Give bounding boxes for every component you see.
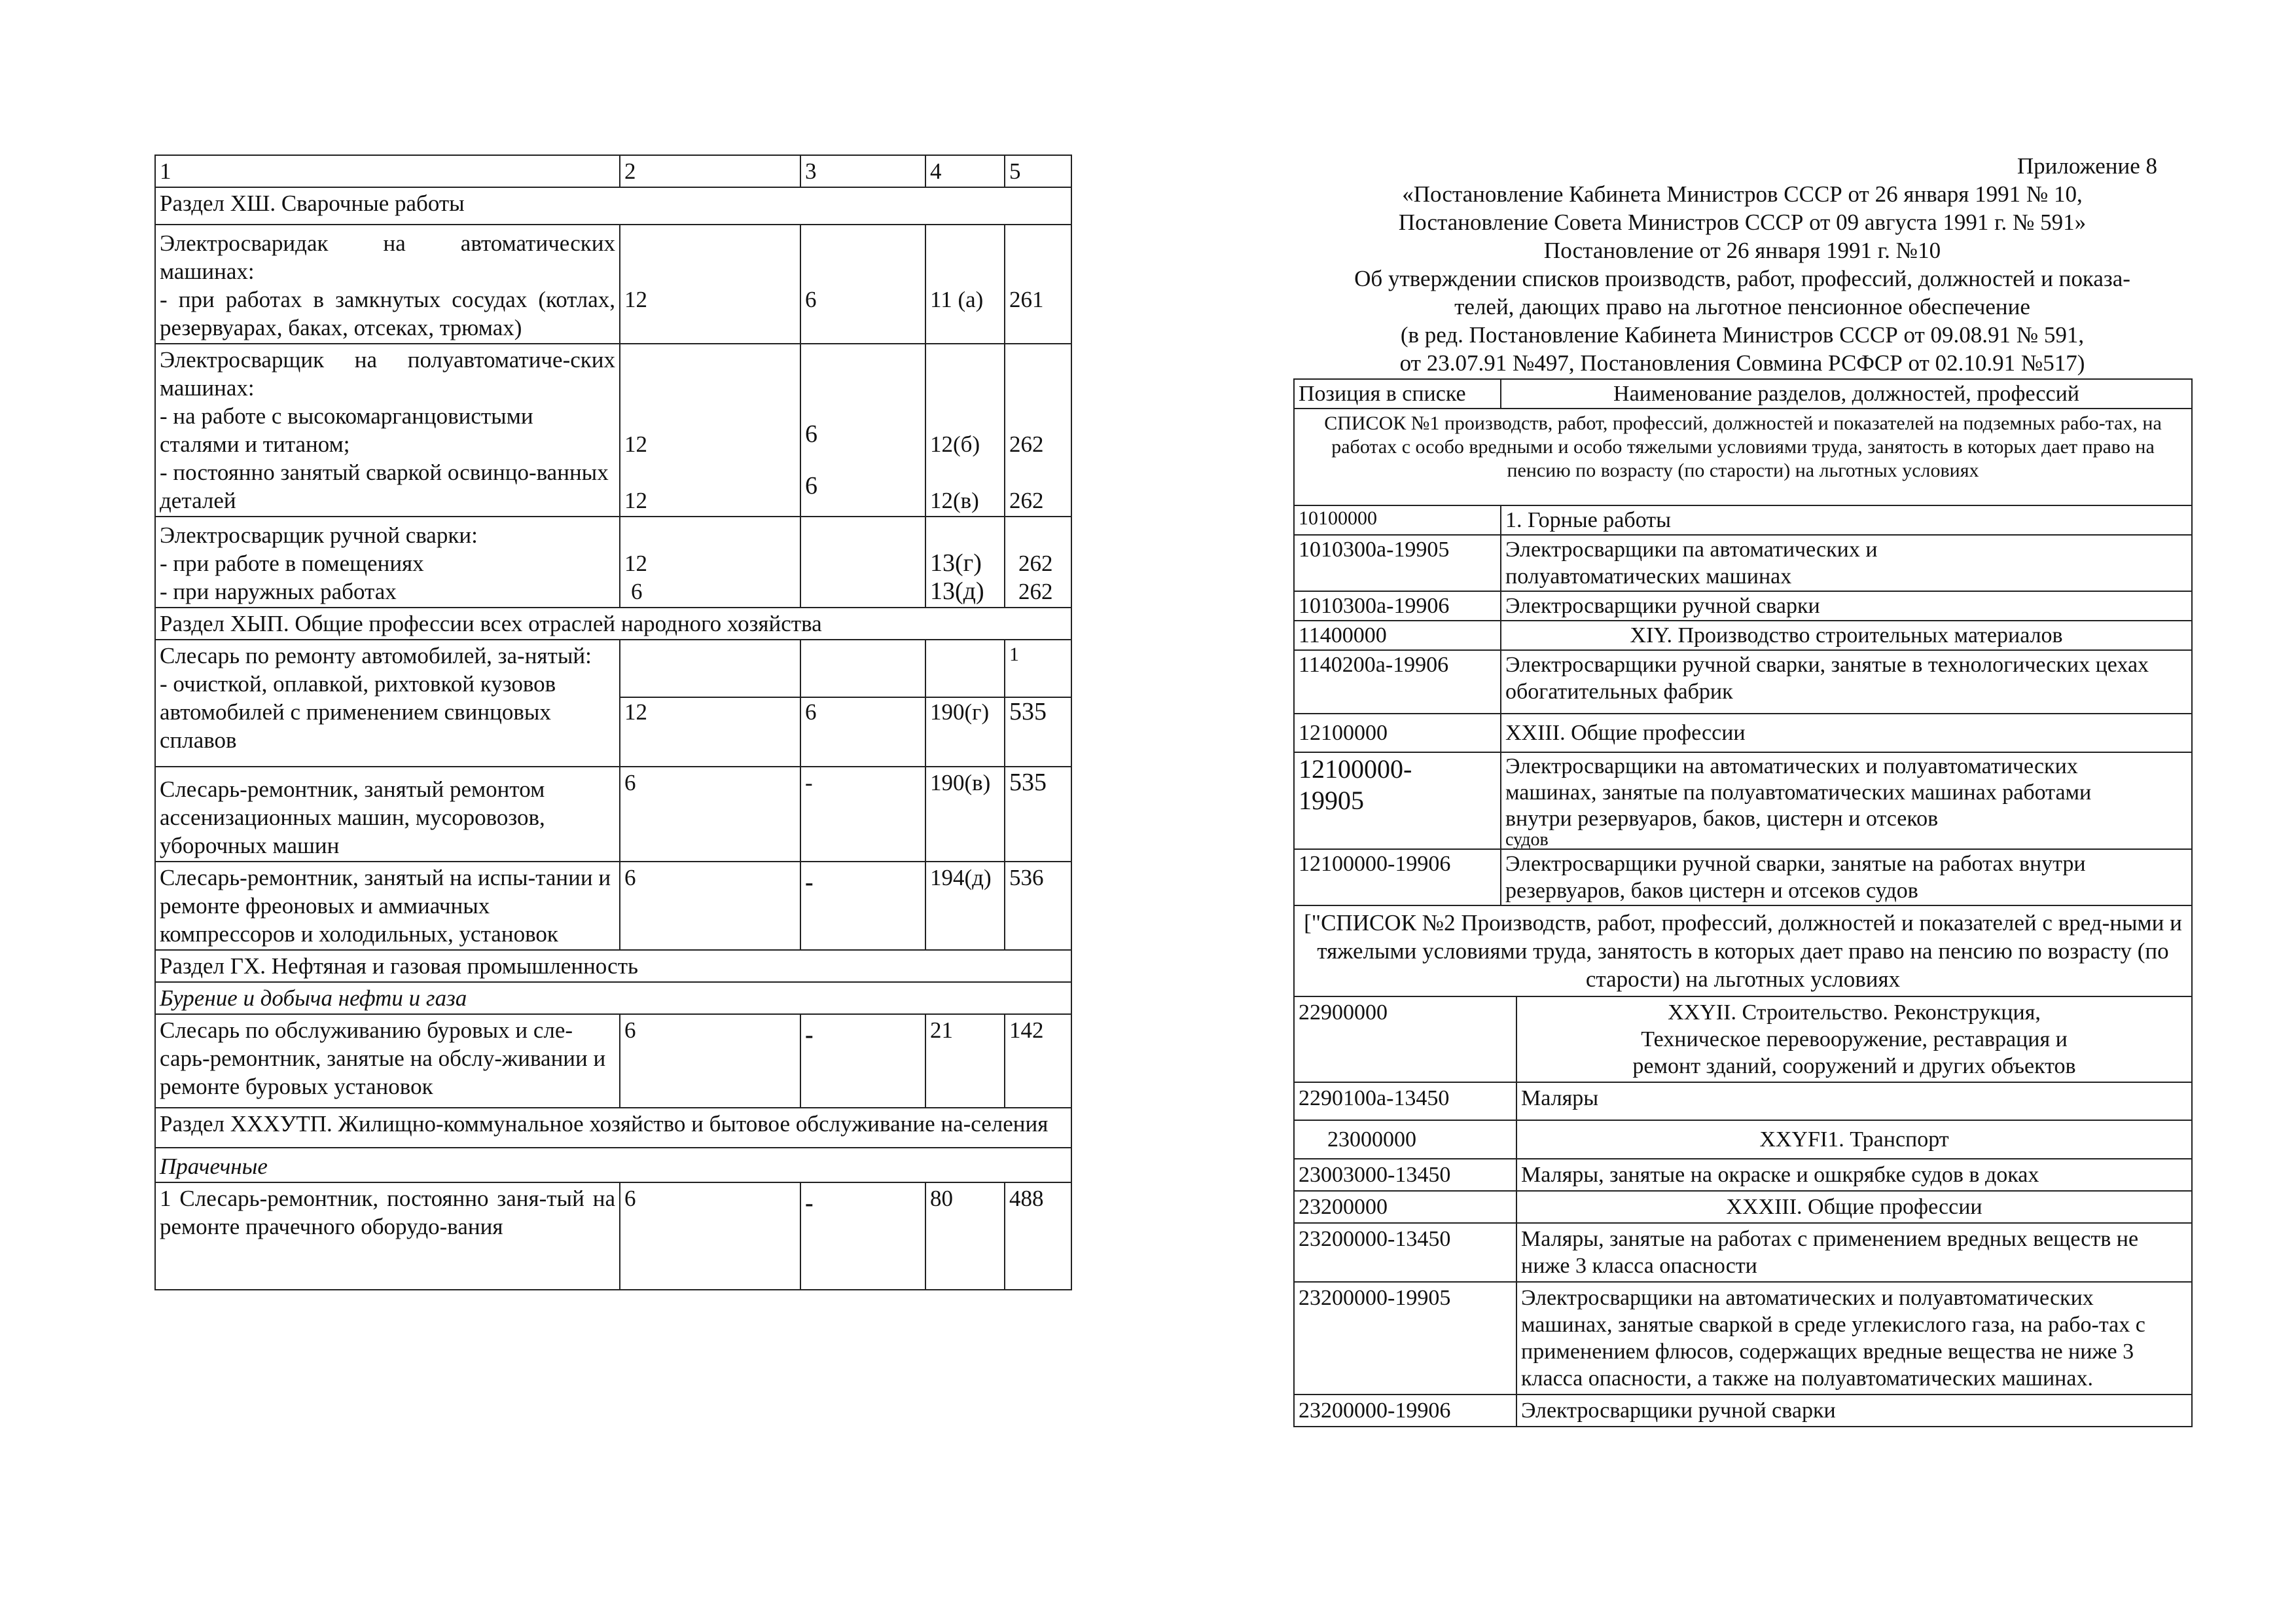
value-cell	[1005, 344, 1071, 517]
job-condition: - при наружных работах	[160, 579, 397, 604]
table-row	[1294, 1159, 2192, 1191]
position-name	[1516, 996, 2192, 1082]
value: 12	[624, 551, 647, 576]
position-name-line: ремонт зданий, сооружений и других объектов	[1632, 1054, 2076, 1078]
value-cell: 6	[620, 1014, 800, 1108]
value: 262	[1009, 488, 1044, 513]
list2-title: ["СПИСОК №2 Производств, работ, профессий, должностей и показателей с вред-ными и тяжелыми условиями труда, занятость в которых дает право на пенсию по возрасту (по старости) на льготных условиях	[1294, 905, 2192, 996]
position-code	[1294, 752, 1501, 849]
header-cell-2: 2	[620, 155, 800, 187]
table-row	[1294, 621, 2192, 650]
job-cell	[155, 225, 620, 344]
value-cell	[620, 640, 800, 767]
value: 12	[624, 488, 647, 513]
document-header	[1293, 180, 2191, 377]
section-title: Раздел ГХ. Нефтяная и газовая промышленность	[155, 950, 1071, 982]
table-row	[1294, 1082, 2192, 1120]
header-row	[155, 155, 1071, 187]
subsection-row	[155, 1148, 1071, 1182]
header-line: Постановление Совета Министров СССР от 09 августа 1991 г. № 591»	[1398, 210, 2087, 235]
value: 12	[624, 431, 647, 457]
table-row	[1294, 1223, 2192, 1282]
value-cell	[800, 1014, 925, 1108]
job-condition: - при работе в помещениях	[160, 551, 424, 576]
value: 11 (а)	[930, 287, 984, 312]
position-code: 23200000-19906	[1294, 1395, 1516, 1427]
position-name: Маляры, занятые на окраске и ошкрябке судов в доках	[1516, 1159, 2192, 1191]
position-name: 1. Горные работы	[1501, 505, 2192, 535]
value-cell: 194(д)	[925, 862, 1005, 950]
position-code: 2290100а-13450	[1294, 1082, 1516, 1120]
position-code: 23200000	[1294, 1191, 1516, 1223]
header-row	[1294, 379, 2192, 409]
value-cell: 142	[1005, 1014, 1071, 1108]
header-cell-1: 1	[155, 155, 620, 187]
value-cell: 21	[925, 1014, 1005, 1108]
table-row	[155, 1014, 1071, 1108]
value: 262	[1009, 431, 1044, 457]
table-row	[1294, 1120, 2192, 1159]
job-cell	[155, 1014, 620, 1108]
position-code-text: 23000000	[1327, 1127, 1416, 1152]
value: 13(д)	[930, 577, 984, 605]
position-code	[1294, 1120, 1516, 1159]
subsection-title: Бурение и добыча нефти и газа	[155, 982, 1071, 1014]
position-name: Электросварщики ручной сварки	[1501, 591, 2192, 621]
value: 262	[1018, 551, 1053, 576]
position-name: ХIY. Производство строительных материалов	[1501, 621, 2192, 650]
value: 12(б)	[930, 431, 980, 457]
table-row	[155, 344, 1071, 517]
left-table	[154, 155, 1072, 1290]
position-name: ХХYFI1. Транспорт	[1516, 1120, 2192, 1159]
position-code: 23003000-13450	[1294, 1159, 1516, 1191]
table-row	[1294, 1191, 2192, 1223]
job-title: Слесарь по обслуживанию буровых и сле-сарь-ремонтник, занятые на обслу-живании и ремонте буровых установок	[160, 1017, 606, 1099]
position-name	[1501, 752, 2192, 849]
position-name-line: Техническое перевооружение, реставрация и	[1641, 1027, 2068, 1051]
value-cell	[800, 225, 925, 344]
position-name-text: Электросварщики па автоматических и полуавтоматических машинах	[1505, 538, 1878, 589]
position-name-tail: судов	[1505, 830, 1549, 850]
value: 6	[805, 699, 817, 725]
value: -	[805, 869, 814, 896]
position-name: Электросварщики ручной сварки	[1516, 1395, 2192, 1427]
value: -	[805, 1021, 814, 1049]
table-row	[1294, 849, 2192, 905]
value: 12	[624, 287, 647, 312]
job-title: Электросварщик на полуавтоматиче-ских машинах:	[160, 347, 615, 401]
position-name	[1501, 535, 2192, 591]
job-condition: - на работе с высокомарганцовистыми сталями и титаном;	[160, 403, 533, 457]
position-name-text: Электросварщики на автоматических и полуавтоматических машинах, занятые па полуавтоматических машинах работами внутри резервуаров, баков, цистерн и отсеков	[1505, 754, 2092, 831]
job-title: Электросваридак на автоматических машинах:	[160, 230, 615, 284]
value: 12	[624, 699, 647, 725]
job-title: Электросварщик ручной сварки:	[160, 522, 478, 548]
job-cell	[155, 1182, 620, 1290]
value-cell	[620, 344, 800, 517]
job-title: Слесарь по ремонту автомобилей, за-нятый:	[160, 643, 592, 668]
header-line: от 23.07.91 №497, Постановления Совмина РСФСР от 02.10.91 №517)	[1399, 350, 2085, 376]
table-row	[1294, 650, 2192, 714]
value: 535	[1009, 698, 1047, 725]
position-code: 1140200а-19906	[1294, 650, 1501, 714]
position-name	[1501, 650, 2192, 714]
job-cell	[155, 640, 620, 767]
position-name: Электросварщики на автоматических и полуавтоматических машинах, занятые сваркой в среде углекислого газа, на рабо-тах с применением флюсов, содержащих вредные вещества не ниже 3 класса опасности, а также на полуавтоматических машинах.	[1516, 1282, 2192, 1395]
header-cell-5: 5	[1005, 155, 1071, 187]
header-line: «Постановление Кабинета Министров СССР от 26 января 1991 № 10,	[1402, 181, 2083, 207]
value-cell	[925, 517, 1005, 608]
right-page	[1293, 152, 2191, 1427]
position-code: 12100000	[1294, 714, 1501, 752]
table-row	[1294, 1395, 2192, 1427]
value-cell: 535	[1005, 767, 1071, 862]
value-cell	[800, 862, 925, 950]
value-cell	[1005, 517, 1071, 608]
subsection-row	[155, 982, 1071, 1014]
job-title: Слесарь-ремонтник, занятый ремонтом ассенизационных машин, мусоровозов, уборочных машин	[160, 776, 545, 858]
section-row	[155, 187, 1071, 225]
value: 6	[631, 579, 643, 604]
value-cell: 80	[925, 1182, 1005, 1290]
position-name: ХХХIII. Общие профессии	[1516, 1191, 2192, 1223]
value: 13(г)	[930, 549, 982, 577]
header-line: телей, дающих право на льготное пенсионное обеспечение	[1454, 294, 2030, 319]
table-row	[155, 517, 1071, 608]
value-cell	[800, 1182, 925, 1290]
job-condition: - постоянно занятый сваркой освинцо-ванных деталей	[160, 460, 609, 513]
value-cell: -	[800, 767, 925, 862]
position-code: 23200000-13450	[1294, 1223, 1516, 1282]
value-cell	[925, 225, 1005, 344]
position-code: 12100000-19906	[1294, 849, 1501, 905]
section-row	[155, 950, 1071, 982]
table-row	[1294, 1282, 2192, 1395]
value-cell: 6	[620, 767, 800, 862]
right-table	[1293, 378, 2193, 997]
table-row	[1294, 996, 2192, 1082]
value-cell: 6	[620, 1182, 800, 1290]
job-condition: - при работах в замкнутых сосудах (котлах, резервуарах, баках, отсеках, трюмах)	[160, 287, 615, 340]
subsection-title: Прачечные	[155, 1148, 1071, 1182]
section-title: Раздел ХШ. Сварочные работы	[155, 187, 1071, 225]
job-cell	[155, 517, 620, 608]
position-name: ХХIII. Общие профессии	[1501, 714, 2192, 752]
job-condition: - очисткой, оплавкой, рихтовкой кузовов автомобилей с применением свинцовых сплавов	[160, 671, 556, 753]
col-header-name: Наименование разделов, должностей, профессий	[1501, 379, 2192, 409]
value-cell	[620, 225, 800, 344]
job-cell	[155, 767, 620, 862]
right-table-list2	[1293, 996, 2193, 1427]
section-row	[155, 608, 1071, 640]
value-cell: 6	[620, 862, 800, 950]
value: 262	[1018, 579, 1053, 604]
position-code: 23200000-19905	[1294, 1282, 1516, 1395]
col-header-position: Позиция в списке	[1294, 379, 1501, 409]
position-code: 1010300а-19906	[1294, 591, 1501, 621]
value: 190(г)	[930, 699, 990, 725]
value-cell	[1005, 640, 1071, 767]
table-row	[155, 767, 1071, 862]
position-code-text: 12100000-19905	[1299, 754, 1412, 815]
header-line: Об утверждении списков производств, работ, профессий, должностей и показа-	[1354, 266, 2130, 291]
value: 261	[1009, 287, 1044, 312]
table-row	[1294, 591, 2192, 621]
position-code: 11400000	[1294, 621, 1501, 650]
value-cell	[925, 344, 1005, 517]
value: 1	[1005, 640, 1071, 698]
value-cell: 190(в)	[925, 767, 1005, 862]
table-row	[155, 1182, 1071, 1290]
table-row	[1294, 535, 2192, 591]
position-name: Маляры, занятые на работах с применением вредных веществ не ниже 3 класса опасности	[1516, 1223, 2192, 1282]
position-code: 1010300а-19905	[1294, 535, 1501, 591]
job-cell	[155, 862, 620, 950]
job-title: 1 Слесарь-ремонтник, постоянно заня-тый на ремонте прачечного оборудо-вания	[160, 1186, 615, 1239]
value-cell	[800, 344, 925, 517]
value: 12(в)	[930, 488, 979, 513]
value: 6	[805, 472, 817, 500]
position-name: Электросварщики ручной сварки, занятые на работах внутри резервуаров, баков цистерн и отсеков судов	[1501, 849, 2192, 905]
value-cell: 536	[1005, 862, 1071, 950]
table-row	[1294, 752, 2192, 849]
table-row	[1294, 505, 2192, 535]
value-cell	[925, 640, 1005, 767]
header-cell-3: 3	[800, 155, 925, 187]
position-name-line: ХХYII. Строительство. Реконструкция,	[1668, 1000, 2041, 1025]
value-cell: 488	[1005, 1182, 1071, 1290]
position-code: 10100000	[1294, 505, 1501, 535]
position-name: Маляры	[1516, 1082, 2192, 1120]
table-row	[155, 862, 1071, 950]
value: -	[805, 1190, 814, 1217]
job-title: Слесарь-ремонтник, занятый на испы-тании и ремонте фреоновых и аммиачных компрессоров и холодильных, установок	[160, 865, 611, 947]
position-code: 22900000	[1294, 996, 1516, 1082]
header-cell-4: 4	[925, 155, 1005, 187]
list-title-row	[1294, 409, 2192, 505]
table-row	[155, 225, 1071, 344]
table-row	[155, 640, 1071, 767]
header-line: Постановление от 26 января 1991 г. №10	[1543, 238, 1941, 263]
header-line: (в ред. Постановление Кабинета Министров СССР от 09.08.91 № 591,	[1400, 322, 2085, 348]
list1-title: СПИСОК №1 производств, работ, профессий, должностей и показателей на подземных рабо-тах, на работах с особо вредными и особо тяжелыми условиями труда, занятость в которых дает право на пенсию по возрасту (по старости) на льготных условиях	[1294, 409, 2192, 505]
value-cell	[800, 640, 925, 767]
job-cell	[155, 344, 620, 517]
section-title: Раздел ХХХУТП. Жилищно-коммунальное хозяйство и бытовое обслуживание на-селения	[155, 1108, 1071, 1148]
appendix-label: Приложение 8	[2017, 153, 2157, 179]
value-cell	[620, 517, 800, 608]
list-title-row	[1294, 905, 2192, 996]
value: 6	[805, 287, 817, 312]
section-row	[155, 1108, 1071, 1148]
value: 6	[805, 420, 817, 448]
value-cell	[1005, 225, 1071, 344]
value-cell	[800, 517, 925, 608]
left-page	[154, 155, 1071, 1290]
position-name-text: Электросварщики ручной сварки, занятые в технологических цехах обогатительных фабрик	[1505, 653, 2149, 704]
table-row	[1294, 714, 2192, 752]
section-title: Раздел ХЫП. Общие профессии всех отраслей народного хозяйства	[155, 608, 1071, 640]
